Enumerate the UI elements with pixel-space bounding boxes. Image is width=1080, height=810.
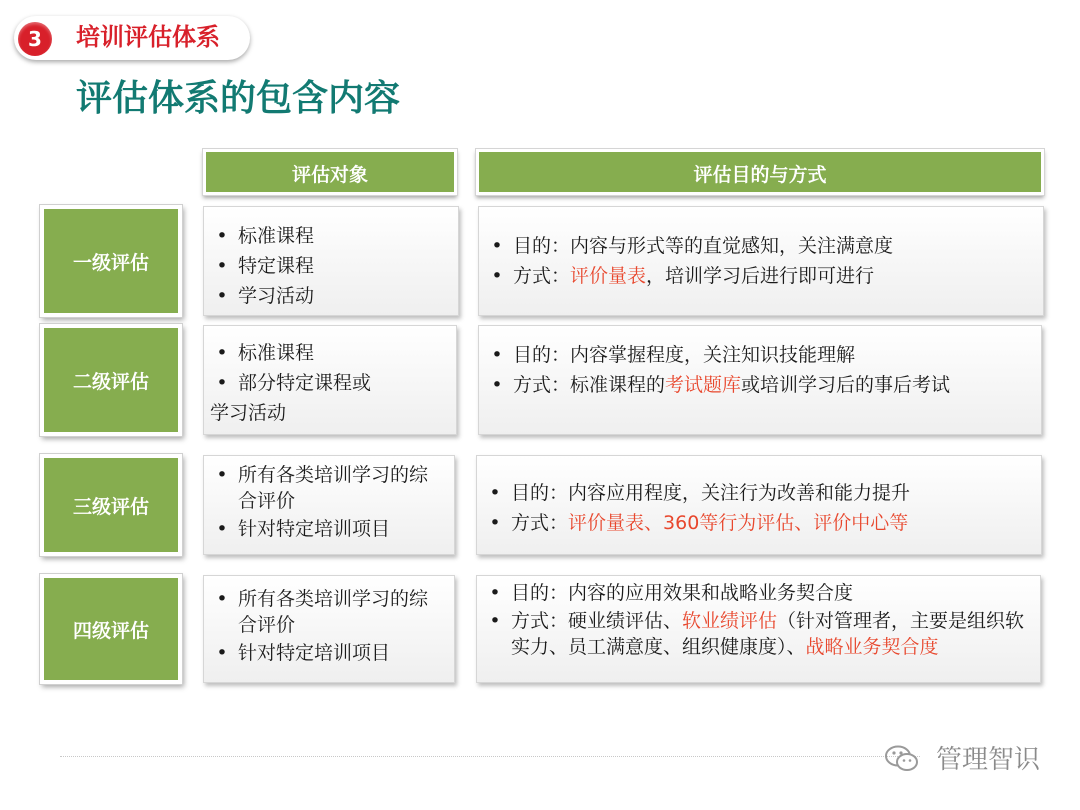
- method-prefix: 方式：: [511, 512, 569, 534]
- bullet-icon: •: [489, 482, 501, 504]
- section-number: 3: [18, 22, 52, 56]
- bullet-icon: •: [489, 582, 501, 604]
- object-item: [204, 368, 448, 398]
- bullet-icon: •: [216, 255, 228, 277]
- bullet-icon: •: [216, 342, 228, 364]
- object-text: 特定课程: [238, 255, 315, 277]
- method-item: [477, 608, 1026, 660]
- bullet-icon: •: [491, 265, 503, 287]
- method-prefix: 方式：: [511, 610, 569, 632]
- evaluation-object-cell: [203, 455, 455, 555]
- object-item: [204, 514, 446, 544]
- purpose-prefix: 目的：: [511, 482, 569, 504]
- method-item: [479, 261, 1029, 291]
- evaluation-purpose-cell: [478, 206, 1044, 316]
- bullet-icon: •: [216, 642, 228, 664]
- bullet-icon: •: [489, 512, 501, 534]
- purpose-item: [479, 231, 1029, 261]
- purpose-prefix: 目的：: [511, 582, 569, 604]
- object-text: 部分特定课程或: [238, 372, 372, 394]
- purpose-prefix: 目的：: [513, 344, 571, 366]
- method-text: 标准课程的: [570, 374, 666, 396]
- bullet-icon: •: [216, 285, 228, 307]
- bullet-icon: •: [216, 588, 228, 610]
- object-text: 针对特定培训项目: [238, 518, 391, 540]
- object-text-continued: 学习活动: [210, 402, 287, 424]
- evaluation-purpose-cell: [476, 575, 1041, 683]
- object-text: 针对特定培训项目: [238, 642, 391, 664]
- purpose-text: 内容与形式等的直觉感知，关注满意度: [570, 235, 894, 257]
- object-text: 标准课程: [238, 225, 315, 247]
- object-item: [204, 586, 446, 638]
- page-title: 评估体系的包含内容: [76, 78, 401, 119]
- object-text: 学习活动: [238, 285, 315, 307]
- bullet-icon: •: [491, 374, 503, 396]
- method-text: （针对管理者，主要是组织软实力、员工满意度、组织健康度）、: [511, 610, 1025, 658]
- bullet-icon: •: [216, 225, 228, 247]
- purpose-text: 内容掌握程度，关注知识技能理解: [570, 344, 856, 366]
- object-item: [204, 251, 450, 281]
- evaluation-object-cell: [203, 575, 455, 683]
- footer-brand: 管理智识: [936, 745, 1041, 775]
- level-label: 二级评估: [40, 324, 182, 436]
- method-item: [477, 508, 1027, 538]
- level-label: 四级评估: [40, 574, 182, 684]
- method-highlight: 考试题库: [665, 374, 742, 396]
- method-highlight: 评价量表: [570, 265, 647, 287]
- evaluation-purpose-cell: [478, 325, 1042, 435]
- bullet-icon: •: [216, 372, 228, 394]
- bullet-icon: •: [491, 235, 503, 257]
- bullet-icon: •: [491, 344, 503, 366]
- purpose-item: [479, 340, 1027, 370]
- footer-divider: [60, 756, 920, 757]
- method-highlight: 软业绩评估: [682, 610, 778, 632]
- object-text: 所有各类培训学习的综合评价: [238, 588, 429, 636]
- method-text: ，培训学习后进行即可进行: [646, 265, 875, 287]
- purpose-item: [477, 578, 1026, 608]
- wechat-icon: [884, 744, 920, 774]
- evaluation-object-cell: [203, 325, 457, 435]
- level-label: 三级评估: [40, 454, 182, 556]
- bullet-icon: •: [216, 464, 228, 486]
- method-text: 或培训学习后的事后考试: [741, 374, 951, 396]
- object-text: 所有各类培训学习的综合评价: [238, 464, 429, 512]
- header-evaluation-object: 评估对象: [203, 149, 457, 195]
- object-item: [204, 462, 446, 514]
- bullet-icon: •: [489, 610, 501, 632]
- method-highlight: 战略业务契合度: [805, 636, 939, 658]
- evaluation-purpose-cell: [476, 455, 1042, 555]
- section-title: 培训评估体系: [76, 23, 220, 51]
- object-item: [204, 281, 450, 311]
- bullet-icon: •: [216, 518, 228, 540]
- object-item: [204, 638, 446, 668]
- purpose-item: [477, 478, 1027, 508]
- method-prefix: 方式：: [513, 374, 571, 396]
- method-item: [479, 370, 1027, 400]
- purpose-text: 内容应用程度，关注行为改善和能力提升: [568, 482, 911, 504]
- object-item: [204, 338, 448, 368]
- level-label: 一级评估: [40, 205, 182, 317]
- method-text: 硬业绩评估、: [568, 610, 683, 632]
- method-prefix: 方式：: [513, 265, 571, 287]
- purpose-prefix: 目的：: [513, 235, 571, 257]
- purpose-text: 内容的应用效果和战略业务契合度: [568, 582, 854, 604]
- object-item: [204, 221, 450, 251]
- header-evaluation-purpose: 评估目的与方式: [476, 149, 1044, 195]
- method-highlight: 评价量表、360等行为评估、评价中心等: [568, 512, 909, 534]
- evaluation-object-cell: [203, 206, 459, 316]
- object-text: 标准课程: [238, 342, 315, 364]
